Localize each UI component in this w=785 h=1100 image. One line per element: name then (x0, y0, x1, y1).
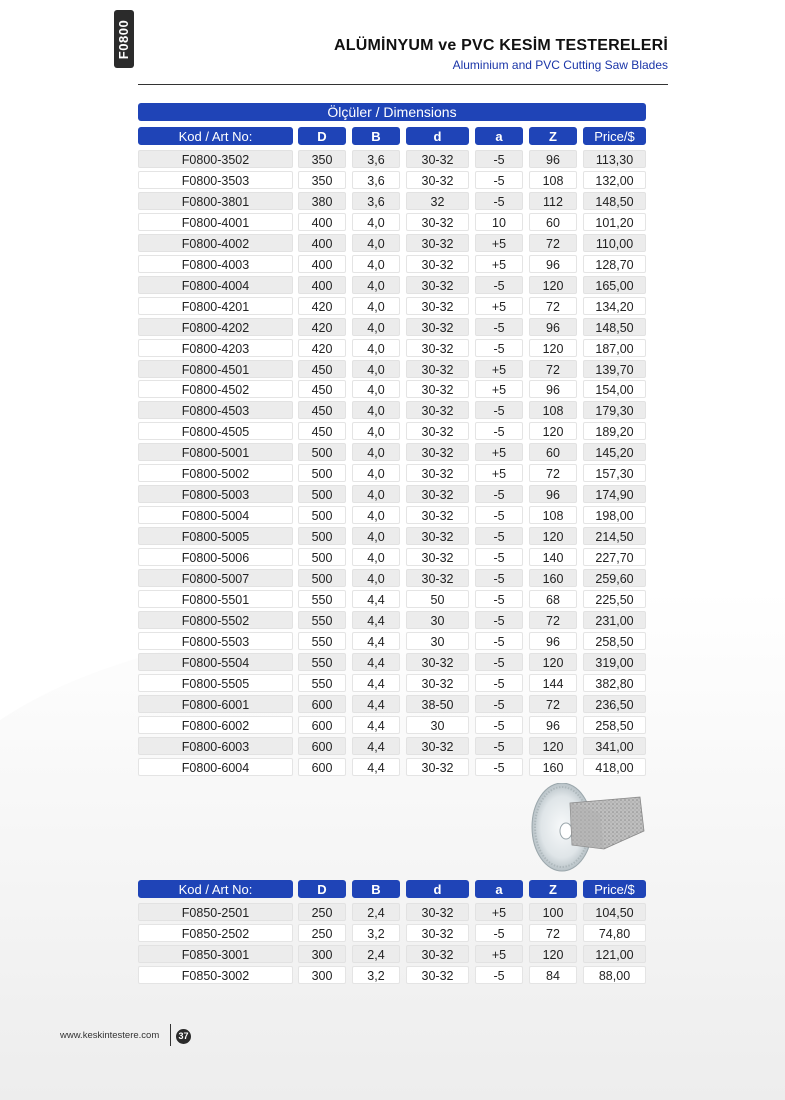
table-cell: 32 (406, 192, 469, 210)
table-cell: 30-32 (406, 506, 469, 524)
table-cell: F0800-5505 (138, 674, 293, 692)
table-cell: 2,4 (352, 903, 400, 921)
table-cell: 4,0 (352, 548, 400, 566)
table-cell: 120 (529, 422, 577, 440)
table-cell: 96 (529, 632, 577, 650)
table-cell: -5 (475, 171, 523, 189)
table-cell: 30-32 (406, 276, 469, 294)
table-cell: 258,50 (583, 716, 646, 734)
table-cell: F0800-4004 (138, 276, 293, 294)
table-cell: 300 (298, 945, 346, 963)
table-cell: 30-32 (406, 569, 469, 587)
table-cell: 120 (529, 527, 577, 545)
table-cell: 128,70 (583, 255, 646, 273)
column-header: d (406, 127, 469, 145)
table-cell: 4,0 (352, 401, 400, 419)
table-cell: 4,0 (352, 443, 400, 461)
table-cell: +5 (475, 297, 523, 315)
table-cell: F0800-5504 (138, 653, 293, 671)
table-cell: 120 (529, 653, 577, 671)
table-cell: F0850-3001 (138, 945, 293, 963)
table-cell: 145,20 (583, 443, 646, 461)
table-cell: 72 (529, 695, 577, 713)
table-cell: F0800-5001 (138, 443, 293, 461)
table-cell: 30 (406, 716, 469, 734)
table-cell: 50 (406, 590, 469, 608)
table-cell: F0800-5002 (138, 464, 293, 482)
column-header: Kod / Art No: (138, 880, 293, 898)
table-cell: 72 (529, 611, 577, 629)
table-cell: F0800-4503 (138, 401, 293, 419)
table-cell: 174,90 (583, 485, 646, 503)
column-header: D (298, 880, 346, 898)
table-cell: 84 (529, 966, 577, 984)
column-header: B (352, 880, 400, 898)
table-cell: 4,0 (352, 506, 400, 524)
table-cell: 120 (529, 276, 577, 294)
table-cell: 341,00 (583, 737, 646, 755)
table-cell: 258,50 (583, 632, 646, 650)
table-cell: 96 (529, 380, 577, 398)
table-cell: 96 (529, 485, 577, 503)
table-cell: 550 (298, 611, 346, 629)
table-cell: -5 (475, 276, 523, 294)
table-cell: 4,4 (352, 716, 400, 734)
table-cell: 250 (298, 903, 346, 921)
table-cell: 3,6 (352, 192, 400, 210)
table-cell: -5 (475, 318, 523, 336)
table-cell: -5 (475, 422, 523, 440)
column-header: Price/$ (583, 880, 646, 898)
table-cell: 30 (406, 611, 469, 629)
page-subtitle: Aluminium and PVC Cutting Saw Blades (452, 58, 668, 72)
table-cell: -5 (475, 548, 523, 566)
column-header: Z (529, 880, 577, 898)
table-cell: +5 (475, 903, 523, 921)
table-cell: 120 (529, 737, 577, 755)
table-cell: 500 (298, 527, 346, 545)
table-cell: 72 (529, 234, 577, 252)
table-cell: 420 (298, 339, 346, 357)
table-cell: 179,30 (583, 401, 646, 419)
table-cell: +5 (475, 945, 523, 963)
table-cell: 4,0 (352, 360, 400, 378)
table-cell: 450 (298, 422, 346, 440)
table-cell: +5 (475, 360, 523, 378)
table-cell: 30-32 (406, 171, 469, 189)
table-cell: 450 (298, 401, 346, 419)
table-cell: 600 (298, 737, 346, 755)
table-cell: 30-32 (406, 150, 469, 168)
table-cell: F0800-5501 (138, 590, 293, 608)
table-cell: F0800-4201 (138, 297, 293, 315)
table-cell: F0800-6003 (138, 737, 293, 755)
table-cell: 108 (529, 171, 577, 189)
table-cell: 30-32 (406, 758, 469, 776)
table-cell: 101,20 (583, 213, 646, 231)
table-cell: 3,2 (352, 966, 400, 984)
table-cell: 550 (298, 653, 346, 671)
table-cell: 4,4 (352, 590, 400, 608)
table-cell: 104,50 (583, 903, 646, 921)
table-cell: 30-32 (406, 401, 469, 419)
column-header: d (406, 880, 469, 898)
table-cell: F0800-3801 (138, 192, 293, 210)
table-cell: 30-32 (406, 548, 469, 566)
table-cell: F0800-4505 (138, 422, 293, 440)
table-cell: 157,30 (583, 464, 646, 482)
table-cell: 30-32 (406, 234, 469, 252)
table-cell: 600 (298, 758, 346, 776)
table-cell: F0800-4002 (138, 234, 293, 252)
table-cell: 96 (529, 150, 577, 168)
table-cell: 382,80 (583, 674, 646, 692)
table-cell: 30-32 (406, 213, 469, 231)
table-cell: 72 (529, 924, 577, 942)
table-cell: F0800-4202 (138, 318, 293, 336)
table-cell: 30-32 (406, 966, 469, 984)
table-cell: 4,0 (352, 422, 400, 440)
table-cell: 72 (529, 464, 577, 482)
table-cell: 4,0 (352, 276, 400, 294)
table-cell: 10 (475, 213, 523, 231)
table-cell: 500 (298, 548, 346, 566)
table-cell: 259,60 (583, 569, 646, 587)
table-cell: F0800-4003 (138, 255, 293, 273)
table-cell: 30-32 (406, 297, 469, 315)
table-cell: 4,0 (352, 297, 400, 315)
table-cell: 4,4 (352, 674, 400, 692)
table-cell: 418,00 (583, 758, 646, 776)
table-cell: 30-32 (406, 737, 469, 755)
column-header: a (475, 880, 523, 898)
table-cell: 187,00 (583, 339, 646, 357)
table-cell: 30 (406, 632, 469, 650)
table-cell: 30-32 (406, 674, 469, 692)
saw-blade-with-aluminium-block-image (528, 783, 646, 879)
table-cell: 96 (529, 255, 577, 273)
table-cell: 380 (298, 192, 346, 210)
table-cell: 4,0 (352, 485, 400, 503)
table-cell: F0800-6004 (138, 758, 293, 776)
table-cell: 30-32 (406, 318, 469, 336)
table-cell: 108 (529, 506, 577, 524)
title-divider (138, 84, 668, 85)
table-cell: 60 (529, 213, 577, 231)
table-cell: 250 (298, 924, 346, 942)
table-cell: 4,4 (352, 653, 400, 671)
table-cell: 60 (529, 443, 577, 461)
table-cell: F0850-2501 (138, 903, 293, 921)
column-header: Kod / Art No: (138, 127, 293, 145)
table-cell: F0800-3503 (138, 171, 293, 189)
table-cell: 227,70 (583, 548, 646, 566)
table-cell: -5 (475, 485, 523, 503)
table-cell: 165,00 (583, 276, 646, 294)
table-cell: 4,0 (352, 213, 400, 231)
table-cell: 550 (298, 590, 346, 608)
table-cell: 134,20 (583, 297, 646, 315)
table-cell: 38-50 (406, 695, 469, 713)
table-cell: F0800-4502 (138, 380, 293, 398)
table-cell: 4,0 (352, 464, 400, 482)
table-cell: 30-32 (406, 485, 469, 503)
table-cell: F0800-5502 (138, 611, 293, 629)
table-cell: -5 (475, 192, 523, 210)
table-cell: 30-32 (406, 945, 469, 963)
table-cell: -5 (475, 611, 523, 629)
page-number: 37 (176, 1029, 191, 1044)
table-cell: F0800-6002 (138, 716, 293, 734)
table-cell: 30-32 (406, 464, 469, 482)
table-cell: 4,4 (352, 611, 400, 629)
table-cell: F0850-3002 (138, 966, 293, 984)
table-cell: 500 (298, 464, 346, 482)
table-cell: 450 (298, 380, 346, 398)
table-cell: 96 (529, 716, 577, 734)
table-cell: F0800-5006 (138, 548, 293, 566)
table-cell: 600 (298, 695, 346, 713)
table-cell: 198,00 (583, 506, 646, 524)
table-cell: F0850-2502 (138, 924, 293, 942)
table-cell: 160 (529, 569, 577, 587)
table-cell: 132,00 (583, 171, 646, 189)
table-cell: -5 (475, 695, 523, 713)
table-cell: 4,0 (352, 339, 400, 357)
table-cell: +5 (475, 234, 523, 252)
table-cell: 120 (529, 339, 577, 357)
table-cell: 400 (298, 255, 346, 273)
table-cell: 113,30 (583, 150, 646, 168)
table-cell: 4,0 (352, 318, 400, 336)
table-cell: 400 (298, 276, 346, 294)
table-cell: 30-32 (406, 443, 469, 461)
column-header: D (298, 127, 346, 145)
table-cell: 30-32 (406, 360, 469, 378)
table-cell: 140 (529, 548, 577, 566)
table-cell: 120 (529, 945, 577, 963)
table-cell: 231,00 (583, 611, 646, 629)
table-cell: +5 (475, 443, 523, 461)
table-cell: 4,4 (352, 695, 400, 713)
table-cell: +5 (475, 255, 523, 273)
table-cell: 100 (529, 903, 577, 921)
table-cell: 420 (298, 318, 346, 336)
table-cell: 154,00 (583, 380, 646, 398)
table-cell: 72 (529, 360, 577, 378)
table-cell: 600 (298, 716, 346, 734)
column-header: a (475, 127, 523, 145)
table-cell: 30-32 (406, 653, 469, 671)
table-cell: -5 (475, 966, 523, 984)
table-cell: 30-32 (406, 380, 469, 398)
table-cell: 4,4 (352, 737, 400, 755)
table-cell: -5 (475, 758, 523, 776)
table-cell: 30-32 (406, 339, 469, 357)
table-cell: -5 (475, 653, 523, 671)
table-cell: F0800-3502 (138, 150, 293, 168)
table-cell: -5 (475, 527, 523, 545)
table-cell: F0800-4001 (138, 213, 293, 231)
table-cell: 4,0 (352, 569, 400, 587)
table-cell: 68 (529, 590, 577, 608)
table-cell: F0800-4203 (138, 339, 293, 357)
table-cell: -5 (475, 150, 523, 168)
table-cell: -5 (475, 569, 523, 587)
table-cell: 144 (529, 674, 577, 692)
table-cell: F0800-5003 (138, 485, 293, 503)
table-cell: 148,50 (583, 192, 646, 210)
table-cell: 319,00 (583, 653, 646, 671)
table-cell: 139,70 (583, 360, 646, 378)
table-cell: 160 (529, 758, 577, 776)
table-cell: 3,2 (352, 924, 400, 942)
table-cell: 4,0 (352, 380, 400, 398)
column-header: Z (529, 127, 577, 145)
table-cell: 500 (298, 506, 346, 524)
footer-divider (170, 1024, 171, 1046)
table-cell: 500 (298, 443, 346, 461)
table-cell: F0800-4501 (138, 360, 293, 378)
table-cell: -5 (475, 506, 523, 524)
table-cell: +5 (475, 464, 523, 482)
table-cell: 4,0 (352, 255, 400, 273)
column-header: Price/$ (583, 127, 646, 145)
section-code-tab (114, 10, 134, 68)
table-cell: 112 (529, 192, 577, 210)
table-cell: 88,00 (583, 966, 646, 984)
table-cell: -5 (475, 339, 523, 357)
table-cell: 4,4 (352, 632, 400, 650)
footer-website: www.keskintestere.com (60, 1030, 160, 1041)
table-cell: -5 (475, 632, 523, 650)
table-cell: -5 (475, 924, 523, 942)
table-cell: 30-32 (406, 422, 469, 440)
dimensions-banner: Ölçüler / Dimensions (138, 103, 646, 121)
table-cell: 500 (298, 569, 346, 587)
table-cell: 350 (298, 150, 346, 168)
table-cell: 550 (298, 632, 346, 650)
table-cell: 420 (298, 297, 346, 315)
table-cell: 2,4 (352, 945, 400, 963)
table-cell: 225,50 (583, 590, 646, 608)
table-cell: 3,6 (352, 150, 400, 168)
table-cell: 110,00 (583, 234, 646, 252)
table-cell: -5 (475, 674, 523, 692)
table-cell: 214,50 (583, 527, 646, 545)
table-cell: 30-32 (406, 527, 469, 545)
table-cell: 72 (529, 297, 577, 315)
table-cell: 500 (298, 485, 346, 503)
table-cell: -5 (475, 590, 523, 608)
table-cell: 4,0 (352, 527, 400, 545)
table-cell: 30-32 (406, 255, 469, 273)
table-cell: 108 (529, 401, 577, 419)
table-cell: F0800-5005 (138, 527, 293, 545)
table-cell: F0800-5007 (138, 569, 293, 587)
section-code: F0800 (116, 19, 132, 59)
table-cell: 450 (298, 360, 346, 378)
table-cell: 4,4 (352, 758, 400, 776)
table-cell: 300 (298, 966, 346, 984)
table-cell: F0800-5004 (138, 506, 293, 524)
table-cell: 189,20 (583, 422, 646, 440)
table-cell: 148,50 (583, 318, 646, 336)
table-cell: -5 (475, 737, 523, 755)
table-cell: 30-32 (406, 924, 469, 942)
table-cell: 400 (298, 234, 346, 252)
table-cell: 550 (298, 674, 346, 692)
table-cell: 30-32 (406, 903, 469, 921)
table-cell: F0800-6001 (138, 695, 293, 713)
column-header: B (352, 127, 400, 145)
table-cell: 350 (298, 171, 346, 189)
table-cell: 236,50 (583, 695, 646, 713)
page-title: ALÜMİNYUM ve PVC KESİM TESTERELERİ (334, 37, 668, 54)
table-cell: +5 (475, 380, 523, 398)
table-cell: 400 (298, 213, 346, 231)
table-cell: 74,80 (583, 924, 646, 942)
table-cell: -5 (475, 716, 523, 734)
table-cell: -5 (475, 401, 523, 419)
table-cell: 96 (529, 318, 577, 336)
table-cell: 121,00 (583, 945, 646, 963)
table-cell: F0800-5503 (138, 632, 293, 650)
table-cell: 3,6 (352, 171, 400, 189)
table-cell: 4,0 (352, 234, 400, 252)
